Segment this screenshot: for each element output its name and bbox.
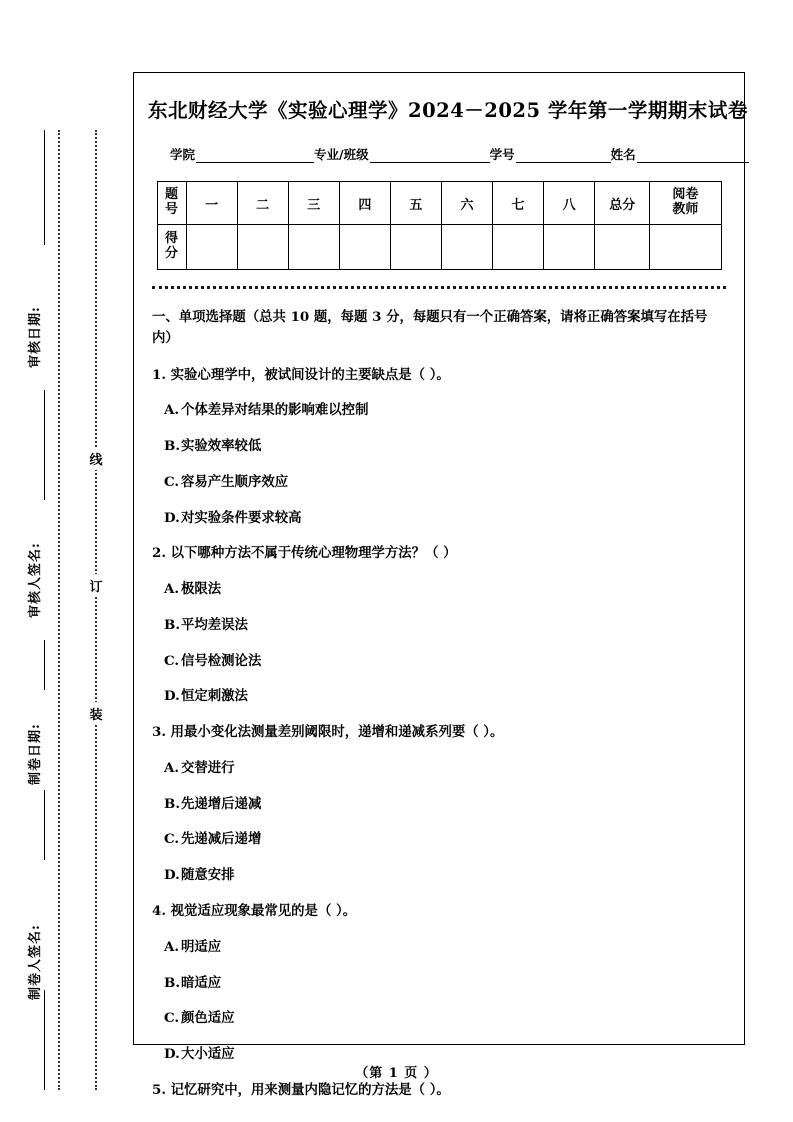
- question-5: [152, 1080, 726, 1101]
- score-cell-4[interactable]: [339, 225, 390, 270]
- score-table-score-row: [157, 225, 721, 270]
- question-4-text: 视觉适应现象最常见的是（ ）。: [170, 903, 357, 920]
- seal-char-bind: 订: [88, 574, 104, 597]
- binding-dotted-line-outer: [58, 130, 60, 1090]
- review-date-label: 审核日期:: [28, 306, 43, 368]
- question-1-text: 实验心理学中，被试间设计的主要缺点是（ ）。: [170, 366, 450, 383]
- field-major-class[interactable]: [314, 145, 490, 163]
- reviewer-signature-label: 审核人签名:: [28, 542, 43, 618]
- q3-opt-b-letter: B.: [164, 795, 180, 812]
- question-1-option-c[interactable]: [164, 472, 726, 493]
- question-3-option-d[interactable]: [164, 865, 726, 886]
- student-info-row: [170, 145, 730, 163]
- q2-opt-d-text: 恒定刺激法: [181, 688, 248, 705]
- score-cell-2[interactable]: [237, 225, 288, 270]
- field-major-class-blank[interactable]: [370, 148, 490, 163]
- q1-opt-d-text: 对实验条件要求较高: [181, 509, 302, 526]
- question-4: [152, 901, 726, 922]
- question-2-option-c[interactable]: [164, 651, 726, 672]
- question-2: [152, 543, 726, 564]
- seal-char-assemble: 装: [88, 702, 104, 725]
- field-name[interactable]: [611, 145, 749, 163]
- question-1-number: 1.: [152, 366, 166, 383]
- q1-opt-c-letter: C.: [164, 473, 180, 490]
- score-cell-1[interactable]: [186, 225, 237, 270]
- score-cell-8[interactable]: [544, 225, 595, 270]
- q3-opt-b-text: 先递增后递减: [181, 795, 262, 812]
- field-student-id-blank[interactable]: [516, 148, 611, 163]
- score-cell-grader[interactable]: [650, 225, 721, 270]
- q2-opt-a-letter: A.: [164, 581, 180, 598]
- field-college[interactable]: [170, 145, 314, 163]
- binding-dotted-line-inner: [95, 130, 97, 1090]
- question-3-text: 用最小变化法测量差别阈限时，递增和递减系列要（ ）。: [170, 724, 504, 741]
- score-cell-7[interactable]: [493, 225, 544, 270]
- col-header-8: 八: [544, 182, 595, 225]
- dotted-separator: [152, 286, 726, 289]
- q4-opt-b-letter: B.: [164, 974, 180, 991]
- field-student-id[interactable]: [490, 145, 611, 163]
- q1-opt-d-letter: D.: [164, 509, 180, 526]
- question-3-option-a[interactable]: [164, 758, 726, 779]
- q4-opt-d-text: 大小适应: [181, 1046, 235, 1063]
- col-header-grader: 阅卷 教师: [650, 182, 721, 225]
- question-5-number: 5.: [152, 1081, 166, 1098]
- col-header-7: 七: [493, 182, 544, 225]
- q4-opt-b-text: 暗适应: [181, 974, 222, 991]
- question-2-option-a[interactable]: [164, 579, 726, 600]
- question-3-option-c[interactable]: [164, 829, 726, 850]
- q2-opt-c-text: 信号检测论法: [181, 652, 262, 669]
- q4-opt-a-text: 明适应: [181, 938, 222, 955]
- q3-opt-d-letter: D.: [164, 867, 180, 884]
- q2-opt-d-letter: D.: [164, 688, 180, 705]
- question-4-option-c[interactable]: [164, 1008, 726, 1029]
- q4-opt-c-letter: C.: [164, 1010, 180, 1027]
- question-4-number: 4.: [152, 903, 166, 920]
- paper-author-signature-label: 制卷人签名:: [28, 924, 43, 1000]
- q1-opt-a-letter: A.: [164, 402, 180, 419]
- question-1-option-b[interactable]: [164, 436, 726, 457]
- col-header-6: 六: [441, 182, 492, 225]
- paper-date-label: 制卷日期:: [28, 723, 43, 785]
- q2-opt-b-letter: B.: [164, 616, 180, 633]
- col-header-2: 二: [237, 182, 288, 225]
- q3-opt-a-letter: A.: [164, 759, 180, 776]
- row-label-score: 得 分: [157, 225, 186, 270]
- col-header-4: 四: [339, 182, 390, 225]
- question-3: [152, 722, 726, 743]
- question-1: [152, 365, 726, 386]
- question-5-text: 记忆研究中，用来测量内隐记忆的方法是（ ）。: [170, 1081, 450, 1098]
- col-header-3: 三: [288, 182, 339, 225]
- col-header-5: 五: [390, 182, 441, 225]
- q3-opt-a-text: 交替进行: [181, 759, 235, 776]
- question-2-number: 2.: [152, 545, 166, 562]
- q2-opt-b-text: 平均差误法: [181, 616, 248, 633]
- question-2-text: 以下哪种方法不属于传统心理物理学方法？（ ）: [170, 545, 457, 562]
- score-cell-6[interactable]: [441, 225, 492, 270]
- q1-opt-c-text: 容易产生顺序效应: [181, 473, 289, 490]
- question-4-option-b[interactable]: [164, 973, 726, 994]
- question-1-option-d[interactable]: [164, 508, 726, 529]
- exam-title: 东北财经大学《实验心理学》2024－2025 学年第一学期期末试卷: [148, 99, 748, 122]
- field-major-class-label: 专业/班级: [314, 147, 369, 162]
- page-footer: （第 1 页 ）: [355, 1066, 438, 1081]
- q3-opt-c-text: 先递减后递增: [181, 831, 262, 848]
- seal-char-line: 线: [88, 447, 104, 470]
- col-header-total: 总分: [595, 182, 650, 225]
- field-student-id-label: 学号: [489, 147, 515, 162]
- score-table-header-row: [157, 182, 721, 225]
- q2-opt-c-letter: C.: [164, 652, 180, 669]
- field-college-label: 学院: [170, 147, 196, 162]
- binding-divider-4: [44, 790, 45, 860]
- field-name-blank[interactable]: [637, 148, 749, 163]
- q3-opt-c-letter: C.: [164, 831, 180, 848]
- field-college-blank[interactable]: [196, 148, 314, 163]
- col-header-1: 一: [186, 182, 237, 225]
- binding-divider-1: [44, 130, 45, 245]
- question-3-option-b[interactable]: [164, 794, 726, 815]
- q1-opt-b-text: 实验效率较低: [181, 438, 262, 455]
- score-cell-total[interactable]: [595, 225, 650, 270]
- score-cell-5[interactable]: [390, 225, 441, 270]
- binding-margin: [0, 0, 133, 1122]
- score-cell-3[interactable]: [288, 225, 339, 270]
- row-label-question-number: 题 号: [157, 182, 186, 225]
- q4-opt-d-letter: D.: [164, 1046, 180, 1063]
- question-body: [152, 307, 726, 1101]
- question-4-option-a[interactable]: [164, 937, 726, 958]
- q3-opt-d-text: 随意安排: [181, 867, 235, 884]
- question-2-option-b[interactable]: [164, 615, 726, 636]
- score-table: [157, 181, 722, 270]
- question-1-option-a[interactable]: [164, 400, 726, 421]
- q4-opt-a-letter: A.: [164, 938, 180, 955]
- binding-divider-3: [44, 640, 45, 690]
- question-3-number: 3.: [152, 724, 166, 741]
- q1-opt-a-text: 个体差异对结果的影响难以控制: [181, 402, 369, 419]
- section-heading: 一、单项选择题（总共 10 题，每题 3 分，每题只有一个正确答案，请将正确答案填写在括号内）: [152, 309, 708, 346]
- q2-opt-a-text: 极限法: [181, 581, 222, 598]
- field-name-label: 姓名: [610, 147, 636, 162]
- q1-opt-b-letter: B.: [164, 438, 180, 455]
- question-2-option-d[interactable]: [164, 686, 726, 707]
- q4-opt-c-text: 颜色适应: [181, 1010, 235, 1027]
- binding-divider-2: [44, 390, 45, 500]
